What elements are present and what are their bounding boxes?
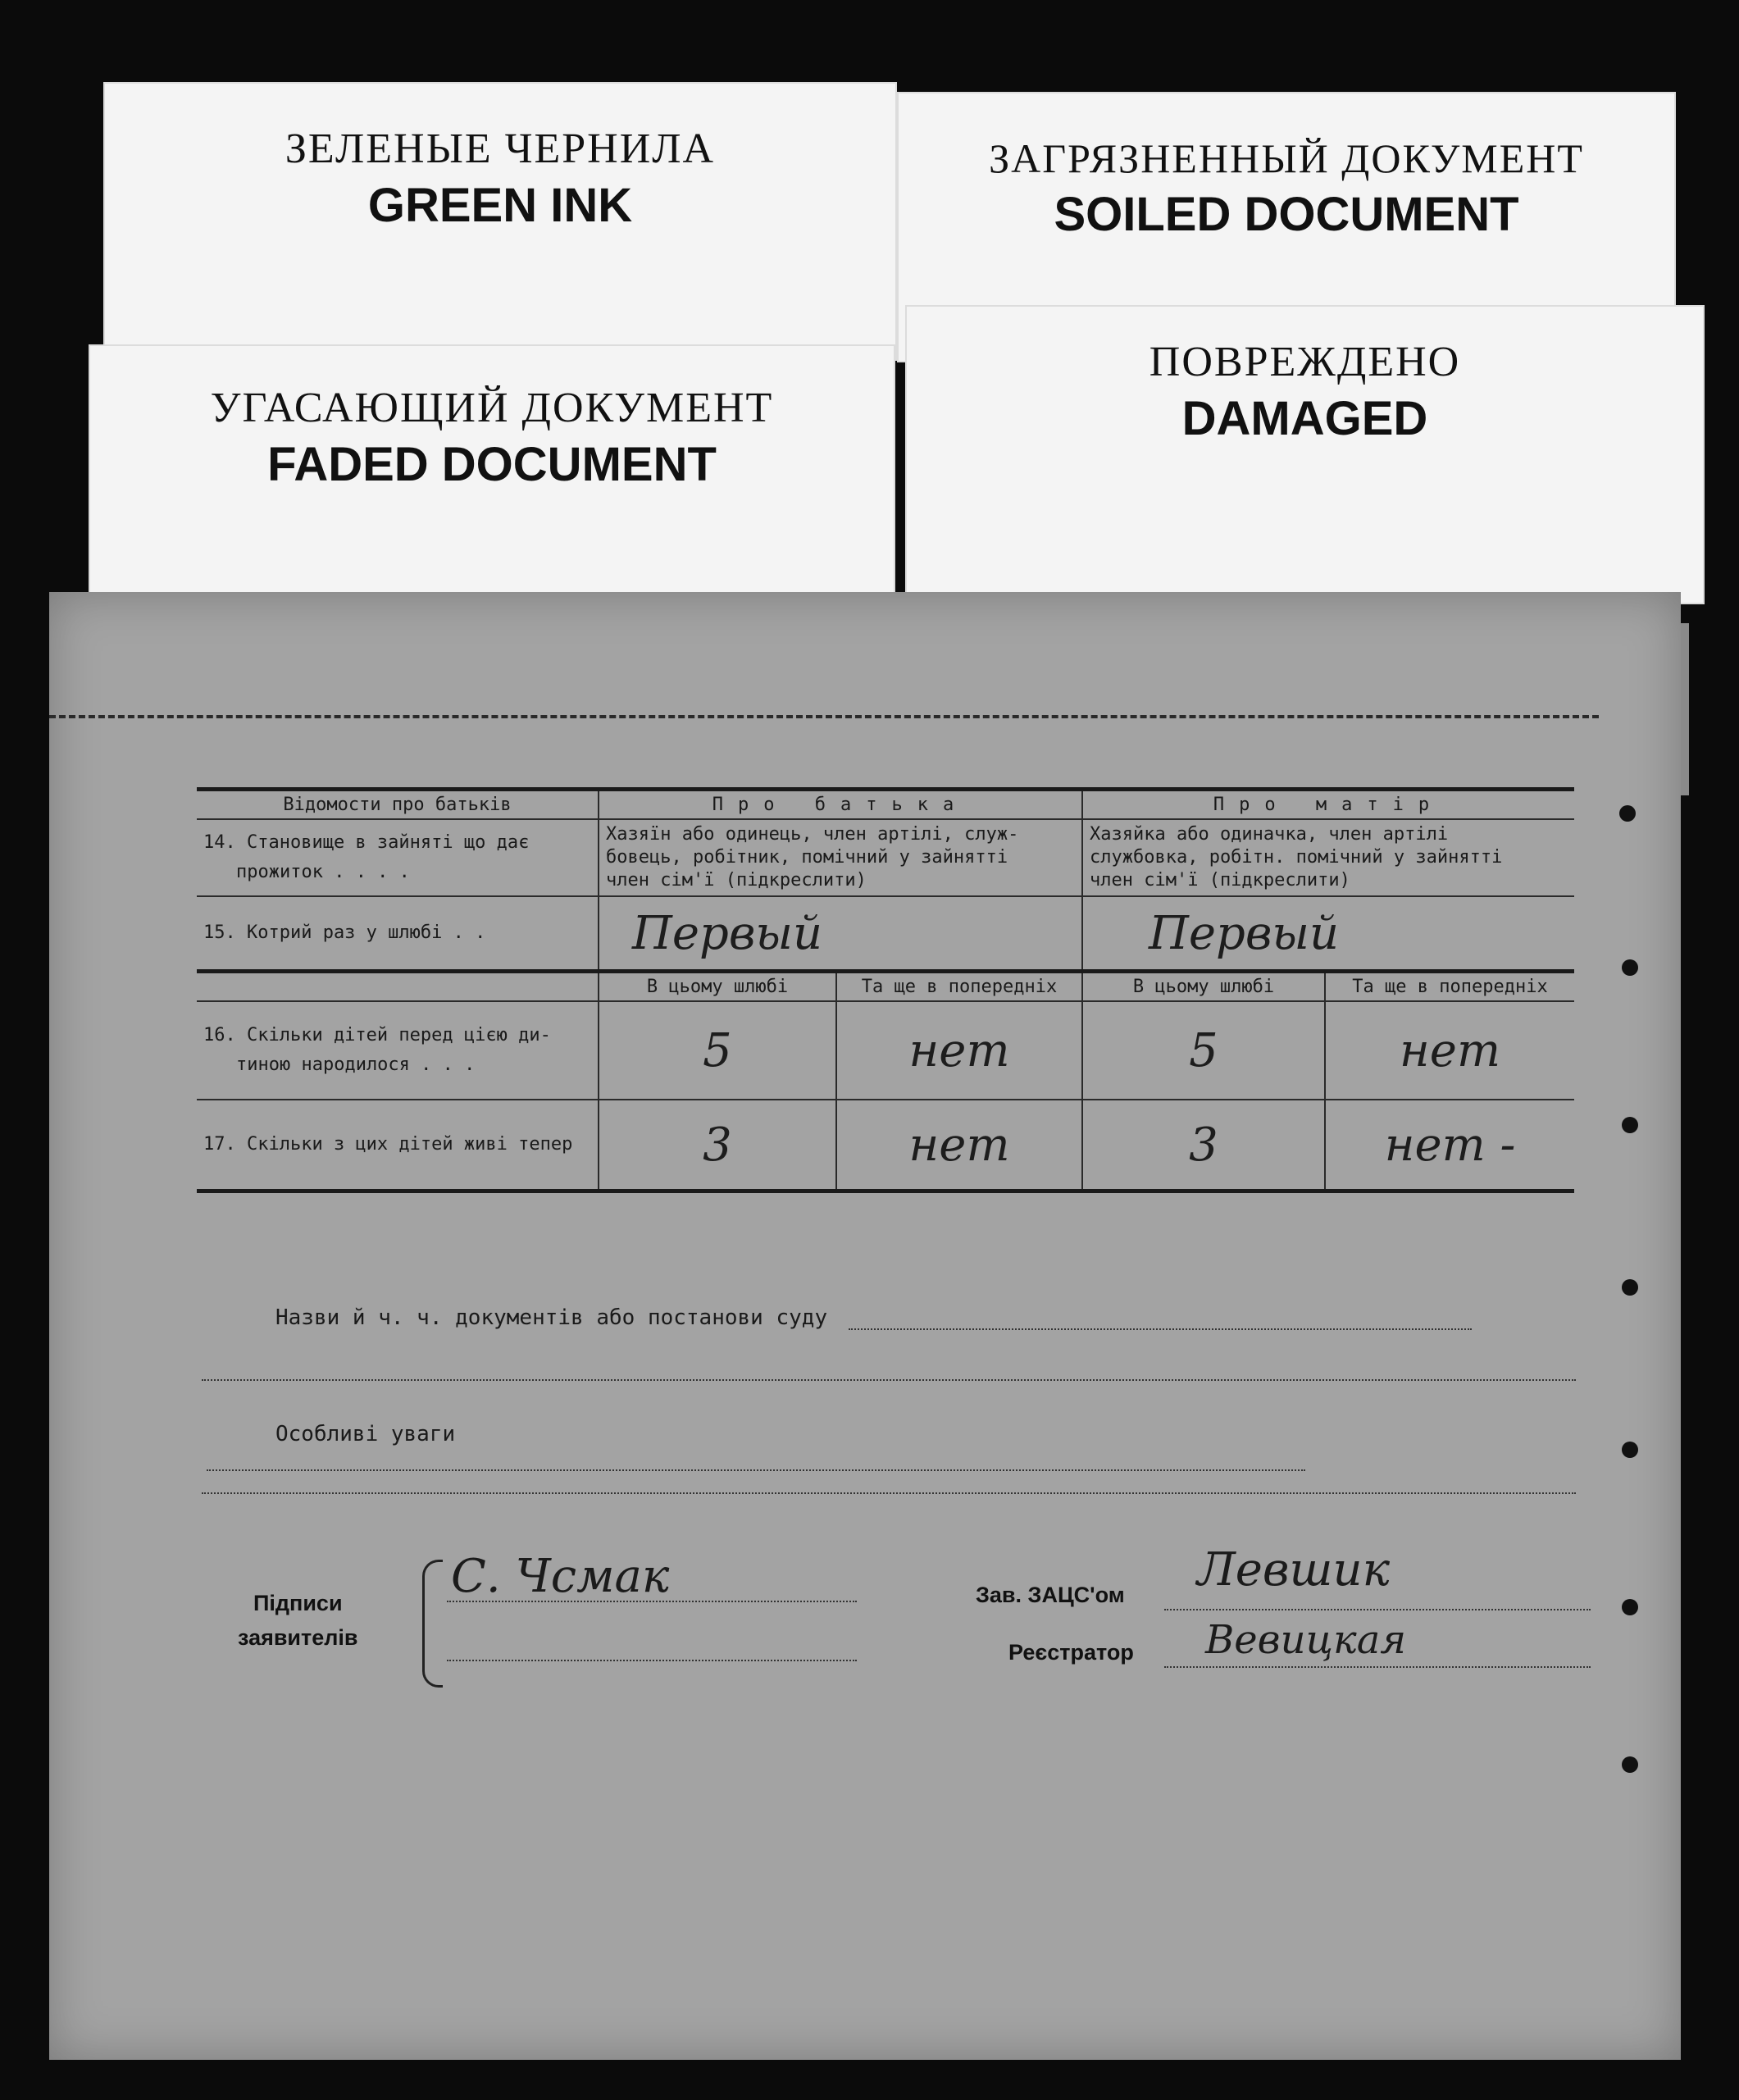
q15-label: 15. Котрий раз у шлюбі . .	[197, 896, 599, 972]
q17-label: 17. Скільки з цих дітей живі тепер	[197, 1100, 599, 1191]
head-zags-label: Зав. ЗАЦС'ом	[976, 1583, 1125, 1607]
q17-mother-this-answer: 3	[1189, 1118, 1218, 1172]
soiled-document-ru-text: ЗАГРЯЗНЕННЫЙ ДОКУМЕНТ	[989, 135, 1584, 181]
binding-hole	[1622, 1442, 1638, 1458]
faded-document-ru-text: УГАСАЮЩИЙ ДОКУМЕНТ	[210, 385, 774, 431]
q16-label	[197, 1001, 599, 1100]
q16-father-this-cell	[599, 1001, 836, 1100]
q14-father-options-line-2: бовець, робітник, помічний у зайнятті	[606, 847, 1008, 868]
faded-document-en-text: FADED DOCUMENT	[267, 438, 717, 491]
applicant-signatures-label	[238, 1586, 358, 1655]
q15-father-cell	[599, 896, 1082, 972]
binding-hole	[1622, 959, 1638, 976]
documents-row	[197, 1305, 1574, 1330]
faded-document-label-card	[89, 344, 895, 607]
q16-mother-prev-cell	[1325, 1001, 1574, 1100]
registrar-line	[1164, 1666, 1591, 1668]
parents-info-table	[197, 787, 1574, 1193]
remarks-second-line	[202, 1492, 1576, 1494]
header-about-mother: Про матір	[1082, 790, 1574, 820]
green-ink-en-text: GREEN INK	[367, 179, 633, 232]
green-ink-label-card	[103, 82, 897, 361]
q14-father-options-line-1: Хазяїн або одинець, член артілі, служ-	[606, 824, 1019, 845]
col-father-this-marriage: В цьому шлюбі	[599, 972, 836, 1002]
q17-mother-this-cell	[1082, 1100, 1325, 1191]
registrar-label: Реєстратор	[1008, 1640, 1134, 1665]
binding-hole	[1622, 1756, 1638, 1773]
col-mother-this-marriage: В цьому шлюбі	[1082, 972, 1325, 1002]
q14-father-options	[599, 819, 1082, 896]
signatures-label-line-1: Підписи	[253, 1591, 343, 1615]
remarks-label: Особливі уваги	[275, 1422, 456, 1446]
q17-father-this-answer: 3	[703, 1118, 732, 1172]
head-zags-signature: Левшик	[1197, 1543, 1391, 1597]
q16-mother-this-answer: 5	[1189, 1023, 1218, 1077]
documents-label: Назви й ч. ч. документів або постанови суду	[275, 1305, 828, 1330]
documents-dotted-line	[849, 1328, 1472, 1330]
green-ink-ru-text: ЗЕЛЕНЫЕ ЧЕРНИЛА	[285, 125, 716, 172]
header-parents-info: Відомости про батьків	[197, 790, 599, 820]
applicant-signature-line-2	[447, 1660, 857, 1661]
q17-father-this-cell	[599, 1100, 836, 1191]
signature-brace	[422, 1560, 443, 1688]
q16-mother-this-cell	[1082, 1001, 1325, 1100]
col-mother-previous: Та ще в попередніх	[1325, 972, 1574, 1002]
q16-label-line-1: 16. Скільки дітей перед цією ди-	[203, 1025, 551, 1045]
q17-mother-prev-answer: нет -	[1384, 1118, 1516, 1172]
damaged-label-card	[905, 305, 1705, 604]
damaged-en-text: DAMAGED	[1181, 392, 1428, 445]
q14-label-line-1: 14. Становище в зайняті що дає	[203, 832, 530, 853]
q16-father-prev-answer: нет	[908, 1023, 1010, 1077]
registrar-signature: Вевицкая	[1205, 1617, 1407, 1663]
q14-mother-options	[1082, 819, 1574, 896]
q16-father-prev-cell	[836, 1001, 1082, 1100]
binding-hole	[1619, 805, 1636, 822]
remarks-dotted-line	[207, 1469, 1305, 1471]
col-father-previous: Та ще в попередніх	[836, 972, 1082, 1002]
signatures-label-line-2: заявителів	[238, 1625, 358, 1650]
applicant-signature: С. Чсмак	[451, 1550, 670, 1603]
soiled-document-en-text: SOILED DOCUMENT	[1054, 188, 1519, 241]
header-about-father: Про батька	[599, 790, 1082, 820]
q17-father-prev-cell	[836, 1100, 1082, 1191]
remarks-row	[197, 1422, 1574, 1471]
damaged-ru-text: ПОВРЕЖДЕНО	[1149, 339, 1461, 385]
perforation-line	[49, 715, 1599, 718]
documents-second-line	[202, 1379, 1576, 1381]
q14-mother-options-line-3: член сім'ї (підкреслити)	[1090, 870, 1350, 891]
q14-label-line-2: прожиток . . . .	[236, 862, 410, 882]
binding-hole	[1622, 1279, 1638, 1296]
binding-hole	[1622, 1599, 1638, 1615]
q16-father-this-answer: 5	[703, 1023, 732, 1077]
q14-father-options-line-3: член сім'ї (підкреслити)	[606, 870, 867, 891]
subheader-spacer	[197, 972, 599, 1002]
q15-mother-cell	[1082, 896, 1574, 972]
q14-mother-options-line-2: службовка, робітн. помічний у зайнятті	[1090, 847, 1503, 868]
head-zags-line	[1164, 1609, 1591, 1610]
q17-father-prev-answer: нет	[908, 1118, 1010, 1172]
q17-mother-prev-cell	[1325, 1100, 1574, 1191]
q15-mother-answer: Первый	[1149, 906, 1340, 960]
q15-father-answer: Первый	[632, 906, 823, 960]
form-sheet	[49, 592, 1681, 2060]
q14-mother-options-line-1: Хазяйка або одиначка, член артілі	[1090, 824, 1449, 845]
q16-label-line-2: тиною народилося . . .	[236, 1055, 476, 1075]
q14-label	[197, 819, 599, 896]
binding-hole	[1622, 1117, 1638, 1133]
q16-mother-prev-answer: нет	[1399, 1023, 1501, 1077]
